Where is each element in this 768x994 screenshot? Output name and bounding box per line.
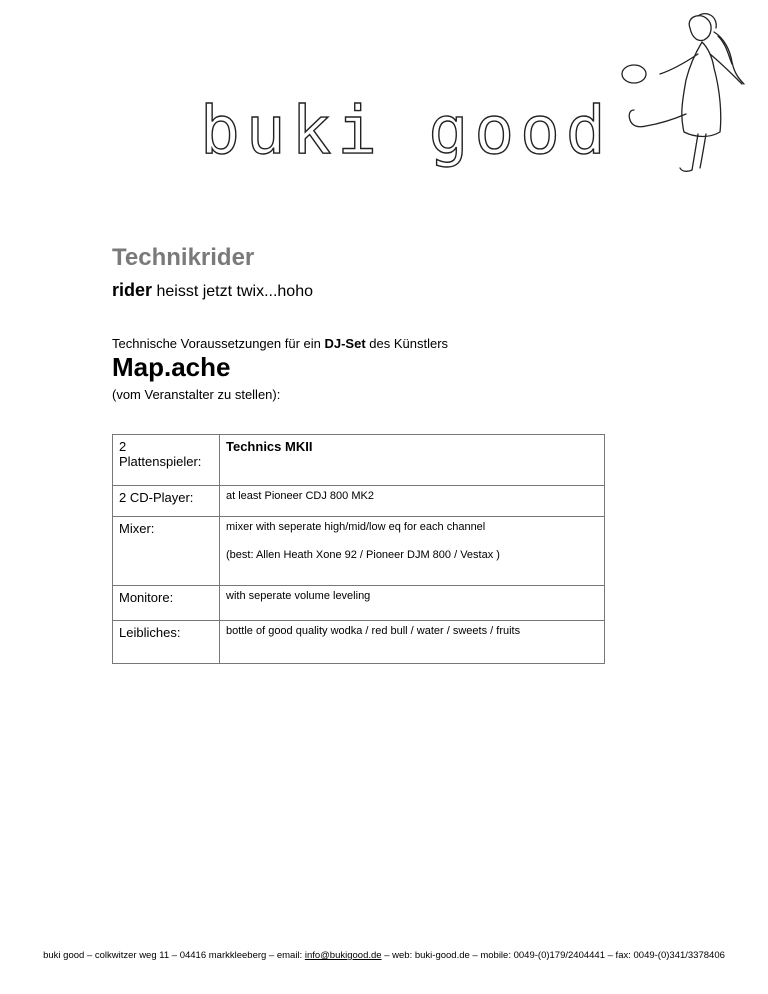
row-key-text: 2 Plattenspieler:: [119, 439, 202, 469]
artist-name: Map.ache: [112, 352, 231, 382]
subtitle-rest: heisst jetzt twix...hoho: [152, 283, 313, 300]
row-value-text: Technics MKII: [226, 439, 313, 454]
table-row: [113, 517, 605, 586]
table-row: [113, 435, 605, 486]
row-value: bottle of good quality wodka / red bull / water / sweets / fruits: [220, 621, 605, 664]
girl-with-ball-illustration: [606, 6, 752, 178]
row-value-extra: (best: Allen Heath Xone 92 / Pioneer DJM 800 / Vestax ): [226, 549, 500, 561]
table-row: [113, 486, 605, 517]
row-value: [220, 517, 605, 586]
row-key: [113, 435, 220, 486]
intro-after: des Künstlers: [365, 336, 449, 351]
row-key: Monitore:: [113, 586, 220, 621]
intro-line: [112, 336, 448, 351]
row-key: 2 CD-Player:: [113, 486, 220, 517]
row-value: at least Pioneer CDJ 800 MK2: [220, 486, 605, 517]
table-row: [113, 621, 605, 664]
subtitle-bold: rider: [112, 280, 153, 300]
footer-part1: buki good – colkwitzer weg 11 – 04416 markkleeberg – email:: [43, 950, 305, 961]
document-title: Technikrider: [112, 244, 255, 271]
row-value-text: mixer with seperate high/mid/low eq for each channel: [226, 521, 486, 533]
row-key: Leibliches:: [113, 621, 220, 664]
organizer-note: (vom Veranstalter zu stellen):: [112, 387, 281, 402]
footer-email-link[interactable]: info@bukigood.de: [304, 950, 382, 961]
logo-wordmark: buki good: [200, 92, 612, 169]
document-subtitle: [112, 280, 313, 301]
row-value: with seperate volume leveling: [220, 586, 605, 621]
row-value: [220, 435, 605, 486]
tech-rider-table: [112, 434, 605, 664]
table-row: [113, 586, 605, 621]
footer-contact: [0, 950, 768, 961]
footer-part2: – web: buki-good.de – mobile: 0049-(0)179/2404441 – fax: 0049-(0)341/3378406: [381, 950, 725, 961]
intro-bold: DJ-Set: [324, 336, 366, 351]
intro-before: Technische Voraussetzungen für ein: [112, 336, 325, 351]
row-key: Mixer:: [113, 517, 220, 586]
